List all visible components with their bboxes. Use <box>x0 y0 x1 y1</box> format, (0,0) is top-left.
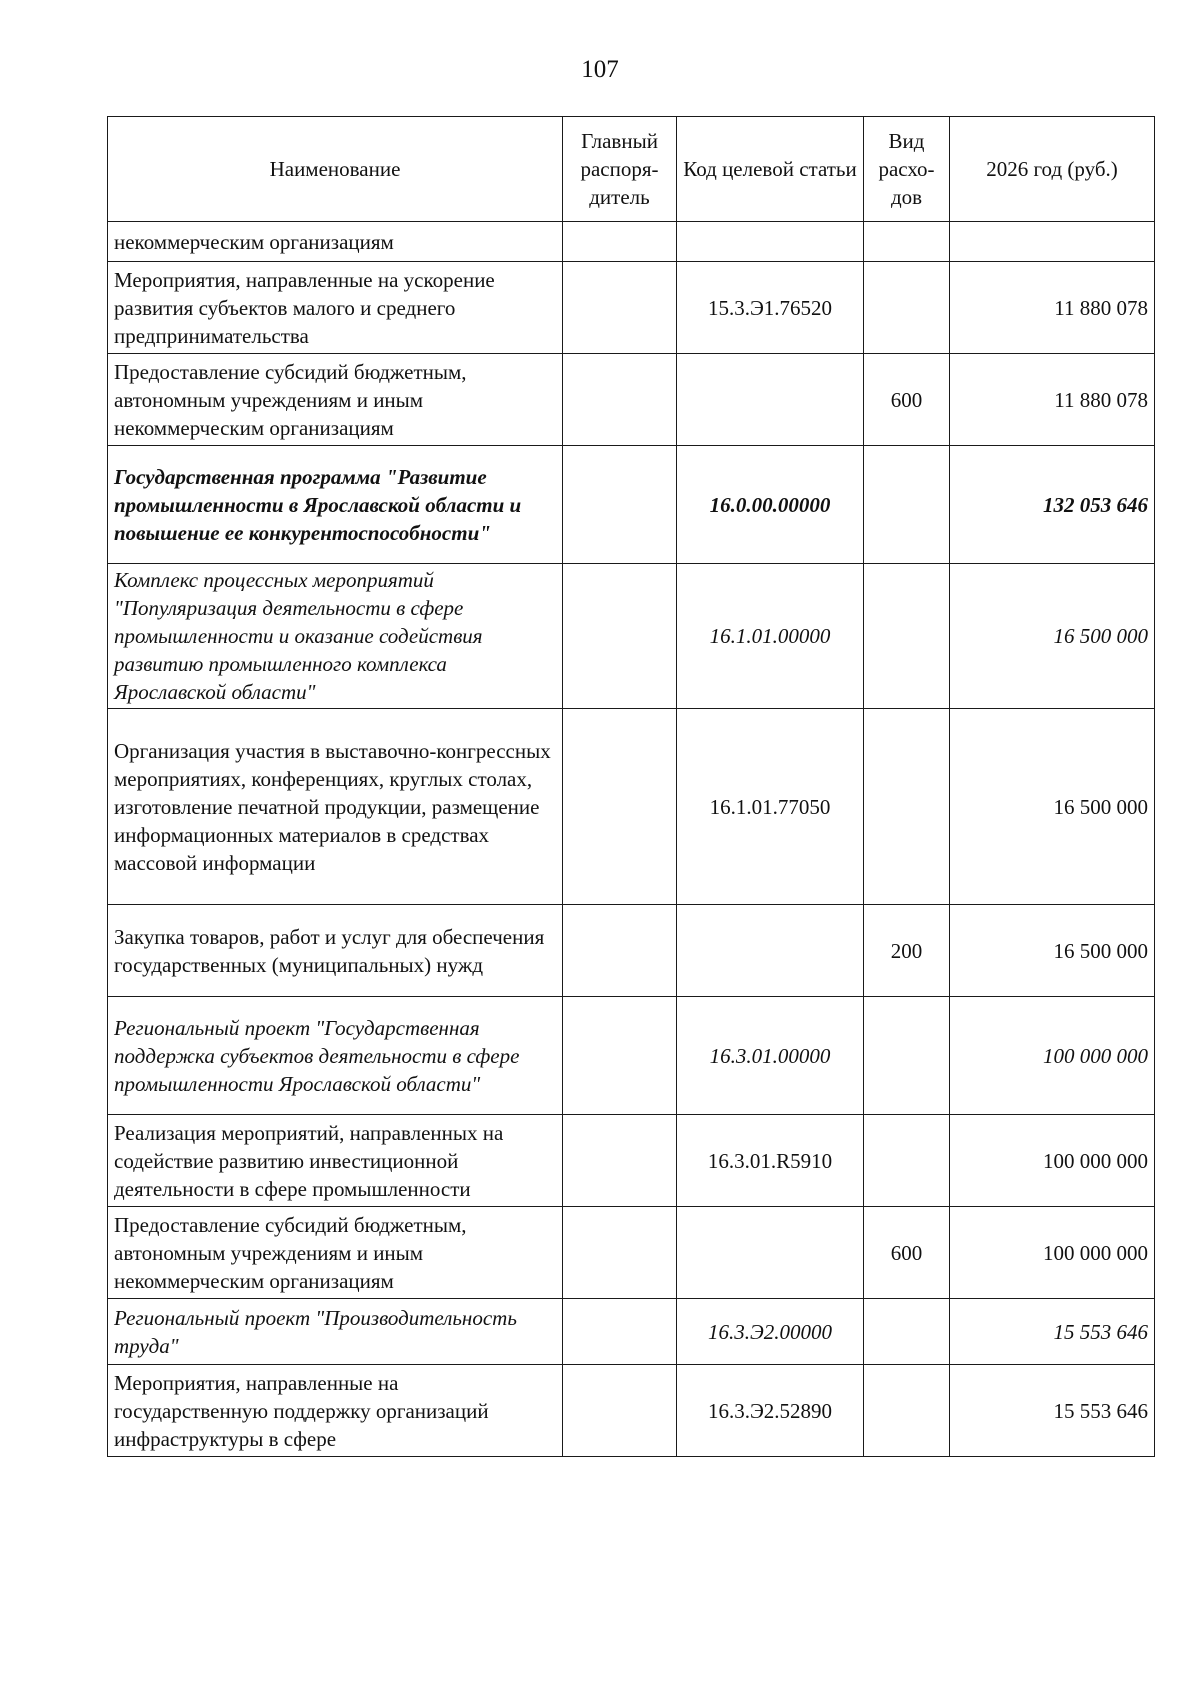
cell-code: 16.0.00.00000 <box>677 446 864 564</box>
cell-name: Государственная программа "Развитие промышленности в Ярославской области и повышение ее конкурентоспособности" <box>108 446 563 564</box>
cell-sum: 16 500 000 <box>950 905 1155 997</box>
table-row <box>108 564 1155 709</box>
cell-grbs <box>563 564 677 709</box>
cell-vid <box>864 1365 950 1457</box>
budget-table <box>107 116 1155 1457</box>
table-row <box>108 709 1155 905</box>
cell-sum: 16 500 000 <box>950 709 1155 905</box>
table-row <box>108 1115 1155 1207</box>
cell-name: Региональный проект "Производительность труда" <box>108 1299 563 1365</box>
table-row <box>108 262 1155 354</box>
cell-grbs <box>563 997 677 1115</box>
table-row <box>108 1299 1155 1365</box>
cell-grbs <box>563 709 677 905</box>
page-number: 107 <box>581 56 619 83</box>
cell-grbs <box>563 354 677 446</box>
cell-sum: 15 553 646 <box>950 1365 1155 1457</box>
cell-vid <box>864 1115 950 1207</box>
cell-code: 16.1.01.00000 <box>677 564 864 709</box>
cell-sum: 100 000 000 <box>950 1115 1155 1207</box>
cell-vid <box>864 262 950 354</box>
cell-grbs <box>563 1207 677 1299</box>
cell-code <box>677 1207 864 1299</box>
cell-name: Организация участия в выставочно-конгрессных мероприятиях, конференциях, круглых столах, изготовление печатной продукции, размещение информационных материалов в средствах массовой информации <box>108 709 563 905</box>
cell-grbs <box>563 1115 677 1207</box>
cell-vid <box>864 446 950 564</box>
cell-sum: 100 000 000 <box>950 1207 1155 1299</box>
cell-code: 15.3.Э1.76520 <box>677 262 864 354</box>
cell-code: 16.1.01.77050 <box>677 709 864 905</box>
cell-vid <box>864 997 950 1115</box>
table-row <box>108 446 1155 564</box>
cell-vid: 600 <box>864 354 950 446</box>
cell-sum: 15 553 646 <box>950 1299 1155 1365</box>
cell-code <box>677 222 864 262</box>
cell-sum: 16 500 000 <box>950 564 1155 709</box>
cell-name: Предоставление субсидий бюджетным, автономным учреждениям и иным некоммерческим организациям <box>108 1207 563 1299</box>
cell-grbs <box>563 1365 677 1457</box>
header-vid: Вид расхо-дов <box>864 117 950 222</box>
table-row <box>108 1365 1155 1457</box>
cell-grbs <box>563 446 677 564</box>
header-name: Наименование <box>108 117 563 222</box>
cell-code: 16.3.01.00000 <box>677 997 864 1115</box>
cell-code: 16.3.Э2.52890 <box>677 1365 864 1457</box>
cell-grbs <box>563 1299 677 1365</box>
cell-code: 16.3.01.R5910 <box>677 1115 864 1207</box>
cell-name: Региональный проект "Государственная поддержка субъектов деятельности в сфере промышленности Ярославской области" <box>108 997 563 1115</box>
cell-name: Мероприятия, направленные на государственную поддержку организаций инфраструктуры в сфере <box>108 1365 563 1457</box>
cell-vid <box>864 709 950 905</box>
cell-name: Предоставление субсидий бюджетным, автономным учреждениям и иным некоммерческим организациям <box>108 354 563 446</box>
cell-name: Комплекс процессных мероприятий "Популяризация деятельности в сфере промышленности и оказание содействия развитию промышленного комплекса Ярославской области" <box>108 564 563 709</box>
table-row <box>108 222 1155 262</box>
cell-sum: 11 880 078 <box>950 354 1155 446</box>
cell-vid <box>864 1299 950 1365</box>
header-grbs: Главный распоря-дитель <box>563 117 677 222</box>
cell-code <box>677 905 864 997</box>
cell-vid <box>864 222 950 262</box>
cell-grbs <box>563 222 677 262</box>
cell-grbs <box>563 905 677 997</box>
cell-sum: 100 000 000 <box>950 997 1155 1115</box>
cell-name: Закупка товаров, работ и услуг для обеспечения государственных (муниципальных) нужд <box>108 905 563 997</box>
cell-code: 16.3.Э2.00000 <box>677 1299 864 1365</box>
cell-vid: 200 <box>864 905 950 997</box>
table-header-row <box>108 117 1155 222</box>
cell-sum: 132 053 646 <box>950 446 1155 564</box>
table-row <box>108 1207 1155 1299</box>
table-row <box>108 354 1155 446</box>
header-sum: 2026 год (руб.) <box>950 117 1155 222</box>
cell-vid <box>864 564 950 709</box>
table-row <box>108 997 1155 1115</box>
cell-sum <box>950 222 1155 262</box>
table-row <box>108 905 1155 997</box>
cell-name: Реализация мероприятий, направленных на содействие развитию инвестиционной деятельности в сфере промышленности <box>108 1115 563 1207</box>
cell-name: некоммерческим организациям <box>108 222 563 262</box>
cell-sum: 11 880 078 <box>950 262 1155 354</box>
header-code: Код целевой статьи <box>677 117 864 222</box>
cell-name: Мероприятия, направленные на ускорение развития субъектов малого и среднего предпринимательства <box>108 262 563 354</box>
cell-vid: 600 <box>864 1207 950 1299</box>
cell-code <box>677 354 864 446</box>
cell-grbs <box>563 262 677 354</box>
